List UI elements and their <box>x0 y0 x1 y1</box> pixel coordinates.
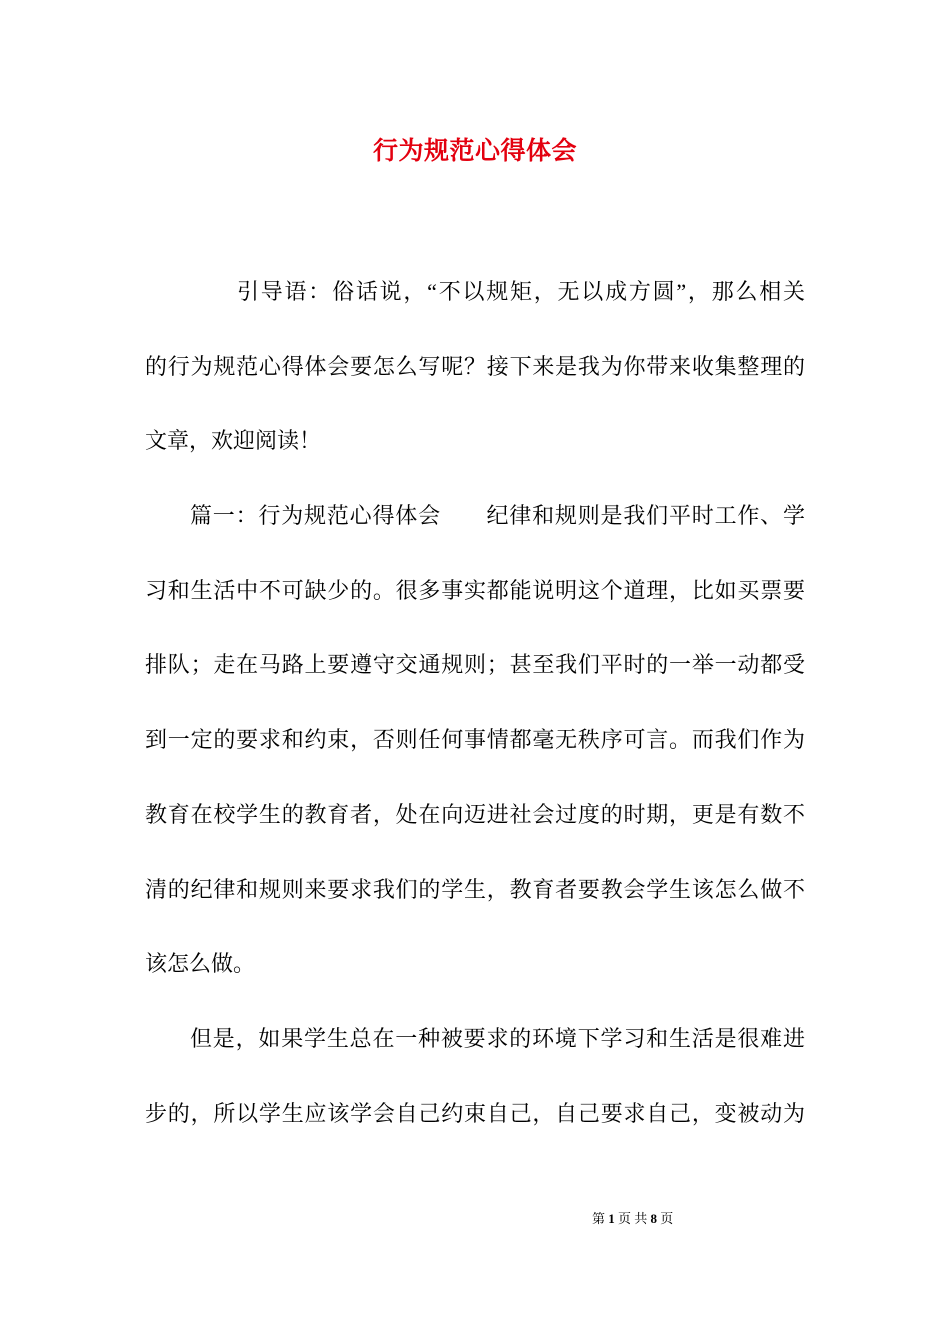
paragraph-line: 文章，欢迎阅读！ <box>145 428 322 454</box>
paragraph-line: 该怎么做。 <box>145 951 256 977</box>
paragraph-line: 但是，如果学生总在一种被要求的环境下学习和生活是很难进 <box>190 1025 805 1051</box>
page-number-footer <box>592 1209 673 1229</box>
paragraph-line: 习和生活中不可缺少的。很多事实都能说明这个道理，比如买票要 <box>145 577 805 603</box>
footer-middle: 页 共 <box>618 1211 648 1226</box>
paragraph-part-one <box>145 479 805 1002</box>
paragraph-line: 到一定的要求和约束，否则任何事情都毫无秩序可言。而我们作为 <box>145 727 805 753</box>
footer-suffix: 页 <box>660 1211 674 1226</box>
paragraph-line: 排队；走在马路上要遵守交通规则；甚至我们平时的一举一动都受 <box>145 652 805 678</box>
paragraph-line: 的行为规范心得体会要怎么写呢？接下来是我为你带来收集整理的 <box>145 353 805 379</box>
paragraph-line: 步的，所以学生应该学会自己约束自己，自己要求自己，变被动为 <box>145 1100 805 1126</box>
paragraph-line: 清的纪律和规则来要求我们的学生，教育者要教会学生该怎么做不 <box>145 876 805 902</box>
footer-prefix: 第 <box>592 1211 606 1226</box>
paragraph-line: 篇一：行为规范心得体会 纪律和规则是我们平时工作、学 <box>190 503 805 529</box>
document-title: 行为规范心得体会 <box>372 138 577 165</box>
paragraph-line: 教育在校学生的教育者，处在向迈进社会过度的时期，更是有数不 <box>145 801 805 827</box>
document-body <box>145 255 805 1151</box>
paragraph-line: 引导语：俗话说，“不以规矩，无以成方圆”，那么相关 <box>237 279 805 304</box>
total-pages-number: 8 <box>650 1211 658 1226</box>
paragraph-intro <box>145 255 805 479</box>
paragraph-however <box>145 1002 805 1151</box>
current-page-number: 1 <box>608 1211 615 1226</box>
